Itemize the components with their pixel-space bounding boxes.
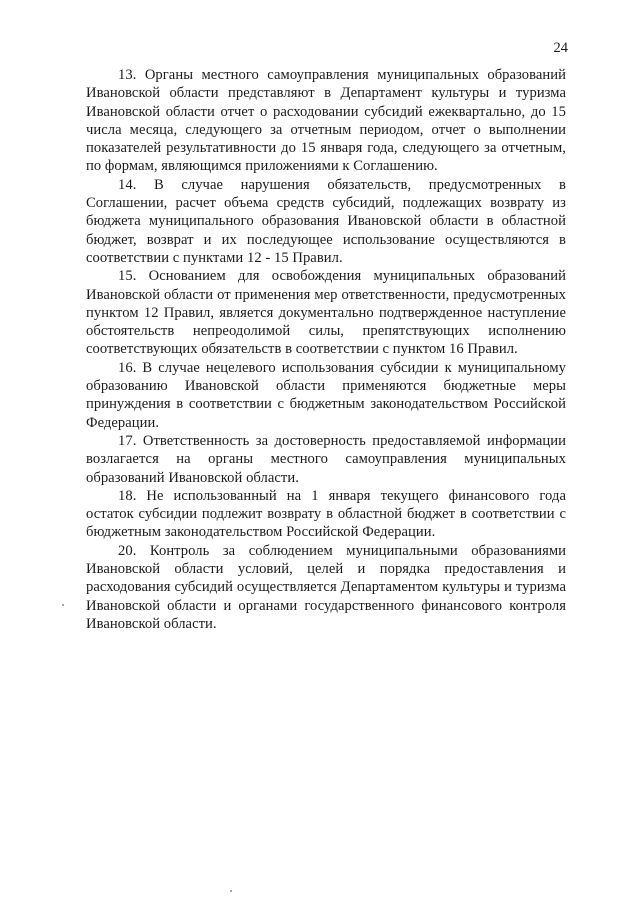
- paragraph-18: 18. Не использованный на 1 января текущего финансового года остаток субсидии подлежит возврату в областной бюджет в соответствии с бюджетным законодательством Российской Федерации.: [86, 487, 566, 541]
- document-body: [86, 66, 566, 633]
- scan-speck: [230, 890, 232, 892]
- paragraph-14: 14. В случае нарушения обязательств, предусмотренных в Соглашении, расчет объема средств субсидий, подлежащих возврату из бюджета муниципального образования Ивановской области в областной бюджет, возврат и их последующее использование осуществляются в соответствии с пунктами 12 - 15 Правил.: [86, 176, 566, 266]
- page-number: 24: [553, 40, 568, 56]
- paragraph-20: 20. Контроль за соблюдением муниципальными образованиями Ивановской области условий, целей и порядка предоставления и расходования субсидий осуществляется Департаментом культуры и туризма Ивановской области и органами государственного финансового контроля Ивановской области.: [86, 542, 566, 632]
- paragraph-15: 15. Основанием для освобождения муниципальных образований Ивановской области от применения мер ответственности, предусмотренных пунктом 12 Правил, является документально подтвержденное наступление обстоятельств непреодолимой силы, препятствующих исполнению соответствующих обязательств в соответствии с пунктом 16 Правил.: [86, 268, 566, 358]
- paragraph-16: 16. В случае нецелевого использования субсидии к муниципальному образованию Ивановской области применяются бюджетные меры принуждения в соответствии с бюджетным законодательством Российской Федерации.: [86, 359, 566, 431]
- scan-speck: [62, 604, 64, 606]
- paragraph-17: 17. Ответственность за достоверность предоставляемой информации возлагается на органы местного самоуправления муниципальных образований Ивановской области.: [86, 432, 566, 486]
- paragraph-13: 13. Органы местного самоуправления муниципальных образований Ивановской области представляют в Департамент культуры и туризма Ивановской области отчет о расходовании субсидий ежеквартально, до 15 числа месяца, следующего за отчетным периодом, отчет о выполнении показателей результативности до 15 января года, следующего за отчетным, по формам, являющимся приложениями к Соглашению.: [86, 67, 566, 175]
